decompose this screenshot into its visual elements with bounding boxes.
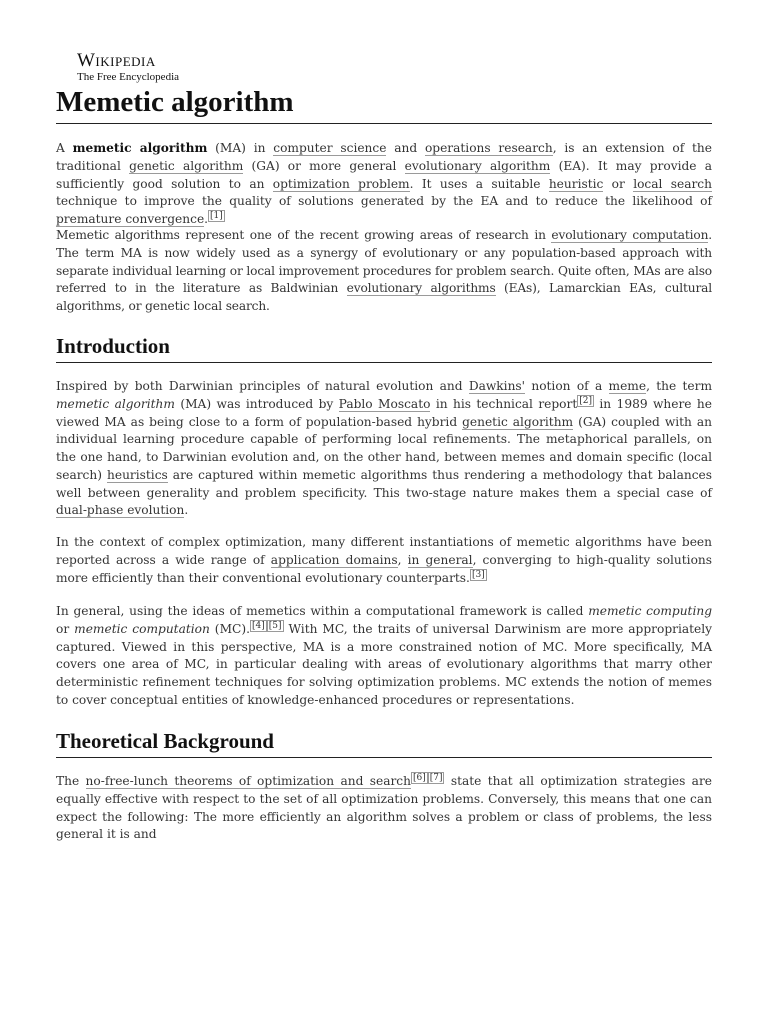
citation-5[interactable]: [5]: [268, 620, 282, 631]
paragraph-lead-2: Memetic algorithms represent one of the recent growing areas of research in evolutionary computation. The term MA is now widely used as a synergy of evolutionary or any population-based approach with separate individual learning or local improvement procedures for problem search. Quite often, MAs are also referred to in the literature as Baldwinian evolutionary algorithms (EAs), Lamarckian EAs, cultural algorithms, or genetic local search.: [56, 228, 713, 313]
wikipedia-logo[interactable]: [77, 50, 179, 83]
link-meme[interactable]: meme: [608, 379, 647, 393]
link-optimization-problem[interactable]: optimization problem: [272, 176, 410, 191]
paragraph-intro-2: In the context of complex optimization, many different instantiations of memetic algorithms have been reported across a wide range of application domains, in general, converging to high-quality solutions more efficiently than their conventional evolutionary counterparts. [3]: [56, 535, 713, 585]
link-in-general[interactable]: in general: [407, 552, 473, 567]
link-evolutionary-algorithms[interactable]: evolutionary algorithms: [346, 281, 496, 296]
citation-3[interactable]: [3]: [471, 569, 485, 580]
italic-term: memetic computation: [74, 621, 210, 636]
paragraph-intro-3: In general, using the ideas of memetics within a computational framework is called memetic computing or memetic computation (MC). [4] [5] With MC, the traits of universal Darwinism are more appropriately captured. Viewed in this perspective, MA is a more constrained notion of MC. More specifically, MA covers one area of MC, in particular dealing with areas of evolutionary algorithms that marry other deterministic refinement techniques for solving optimization problems. MC extends the notion of memes to cover conceptual entities of knowledge-enhanced procedures or representations.: [56, 604, 713, 707]
link-heuristic[interactable]: heuristic: [548, 176, 604, 191]
section-heading-theoretical-background: Theoretical Background: [56, 728, 712, 758]
link-genetic-algorithm-2[interactable]: genetic algorithm: [462, 414, 574, 429]
citation-4[interactable]: [4]: [252, 620, 265, 631]
link-genetic-algorithm[interactable]: genetic algorithm: [129, 158, 244, 173]
logo-wordmark: Wikipedia: [77, 50, 156, 71]
link-operations-research[interactable]: operations research: [424, 141, 553, 155]
link-no-free-lunch[interactable]: no-free-lunch theorems of optimization and search: [85, 774, 411, 788]
citation-1[interactable]: [1]: [210, 211, 223, 221]
citation-7[interactable]: [7]: [429, 773, 443, 783]
paragraph-lead: A memetic algorithm (MA) in computer science and operations research, is an extension of the traditional genetic algorithm (GA) or more general evolutionary algorithm (EA). It may provide a sufficiently good solution to an optimization problem. It uses a suitable heuristic or local search technique to improve the quality of solutions generated by the EA and to reduce the likelihood of premature convergence. [1]: [56, 141, 712, 226]
paragraph-theory-1: The no-free-lunch theorems of optimization and search [6] [7] state that all optimization strategies are equally effective with respect to the set of all optimization problems. Conversely, this means that one can expect the following: The more efficiently an algorithm solves a problem or class of problems, the less general it is and: [56, 773, 712, 842]
bold-term: memetic algorithm: [72, 141, 208, 155]
link-evolutionary-computation[interactable]: evolutionary computation: [551, 228, 709, 242]
link-premature-convergence[interactable]: premature convergence: [56, 212, 205, 226]
link-dual-phase-evolution[interactable]: dual-phase evolution: [56, 503, 185, 518]
link-local-search[interactable]: local search: [633, 176, 712, 191]
link-application-domains[interactable]: application domains: [270, 552, 398, 567]
italic-term: memetic algorithm: [56, 396, 175, 411]
section-heading-introduction: Introduction: [56, 333, 712, 363]
logo-tagline: The Free Encyclopedia: [77, 71, 180, 83]
link-dawkins[interactable]: Dawkins': [468, 379, 526, 393]
italic-term: memetic computing: [588, 604, 712, 618]
link-evolutionary-algorithm[interactable]: evolutionary algorithm: [404, 158, 551, 173]
link-heuristics[interactable]: heuristics: [107, 467, 168, 482]
link-computer-science[interactable]: computer science: [273, 141, 387, 155]
paragraph-intro-1: Inspired by both Darwinian principles of natural evolution and Dawkins' notion of a meme, the term memetic algorithm (MA) was introduced by Pablo Moscato in his technical report [2] in 1989 where he viewed MA as being close to a form of population-based hybrid genetic algorithm (GA) coupled with an individual learning procedure capable of performing local refinements. The metaphorical parallels, on the one hand, to Darwinian evolution and, on the other hand, between memes and domain specific (local search) heuristics are captured within memetic algorithms thus rendering a methodology that balances well between generality and problem specificity. This two-stage nature makes them a special case of dual-phase evolution.: [56, 379, 713, 518]
citation-2[interactable]: [2]: [579, 395, 592, 406]
citation-6[interactable]: [6]: [412, 773, 426, 783]
page-title: Memetic algorithm: [56, 84, 712, 124]
link-pablo-moscato[interactable]: Pablo Moscato: [338, 396, 431, 411]
